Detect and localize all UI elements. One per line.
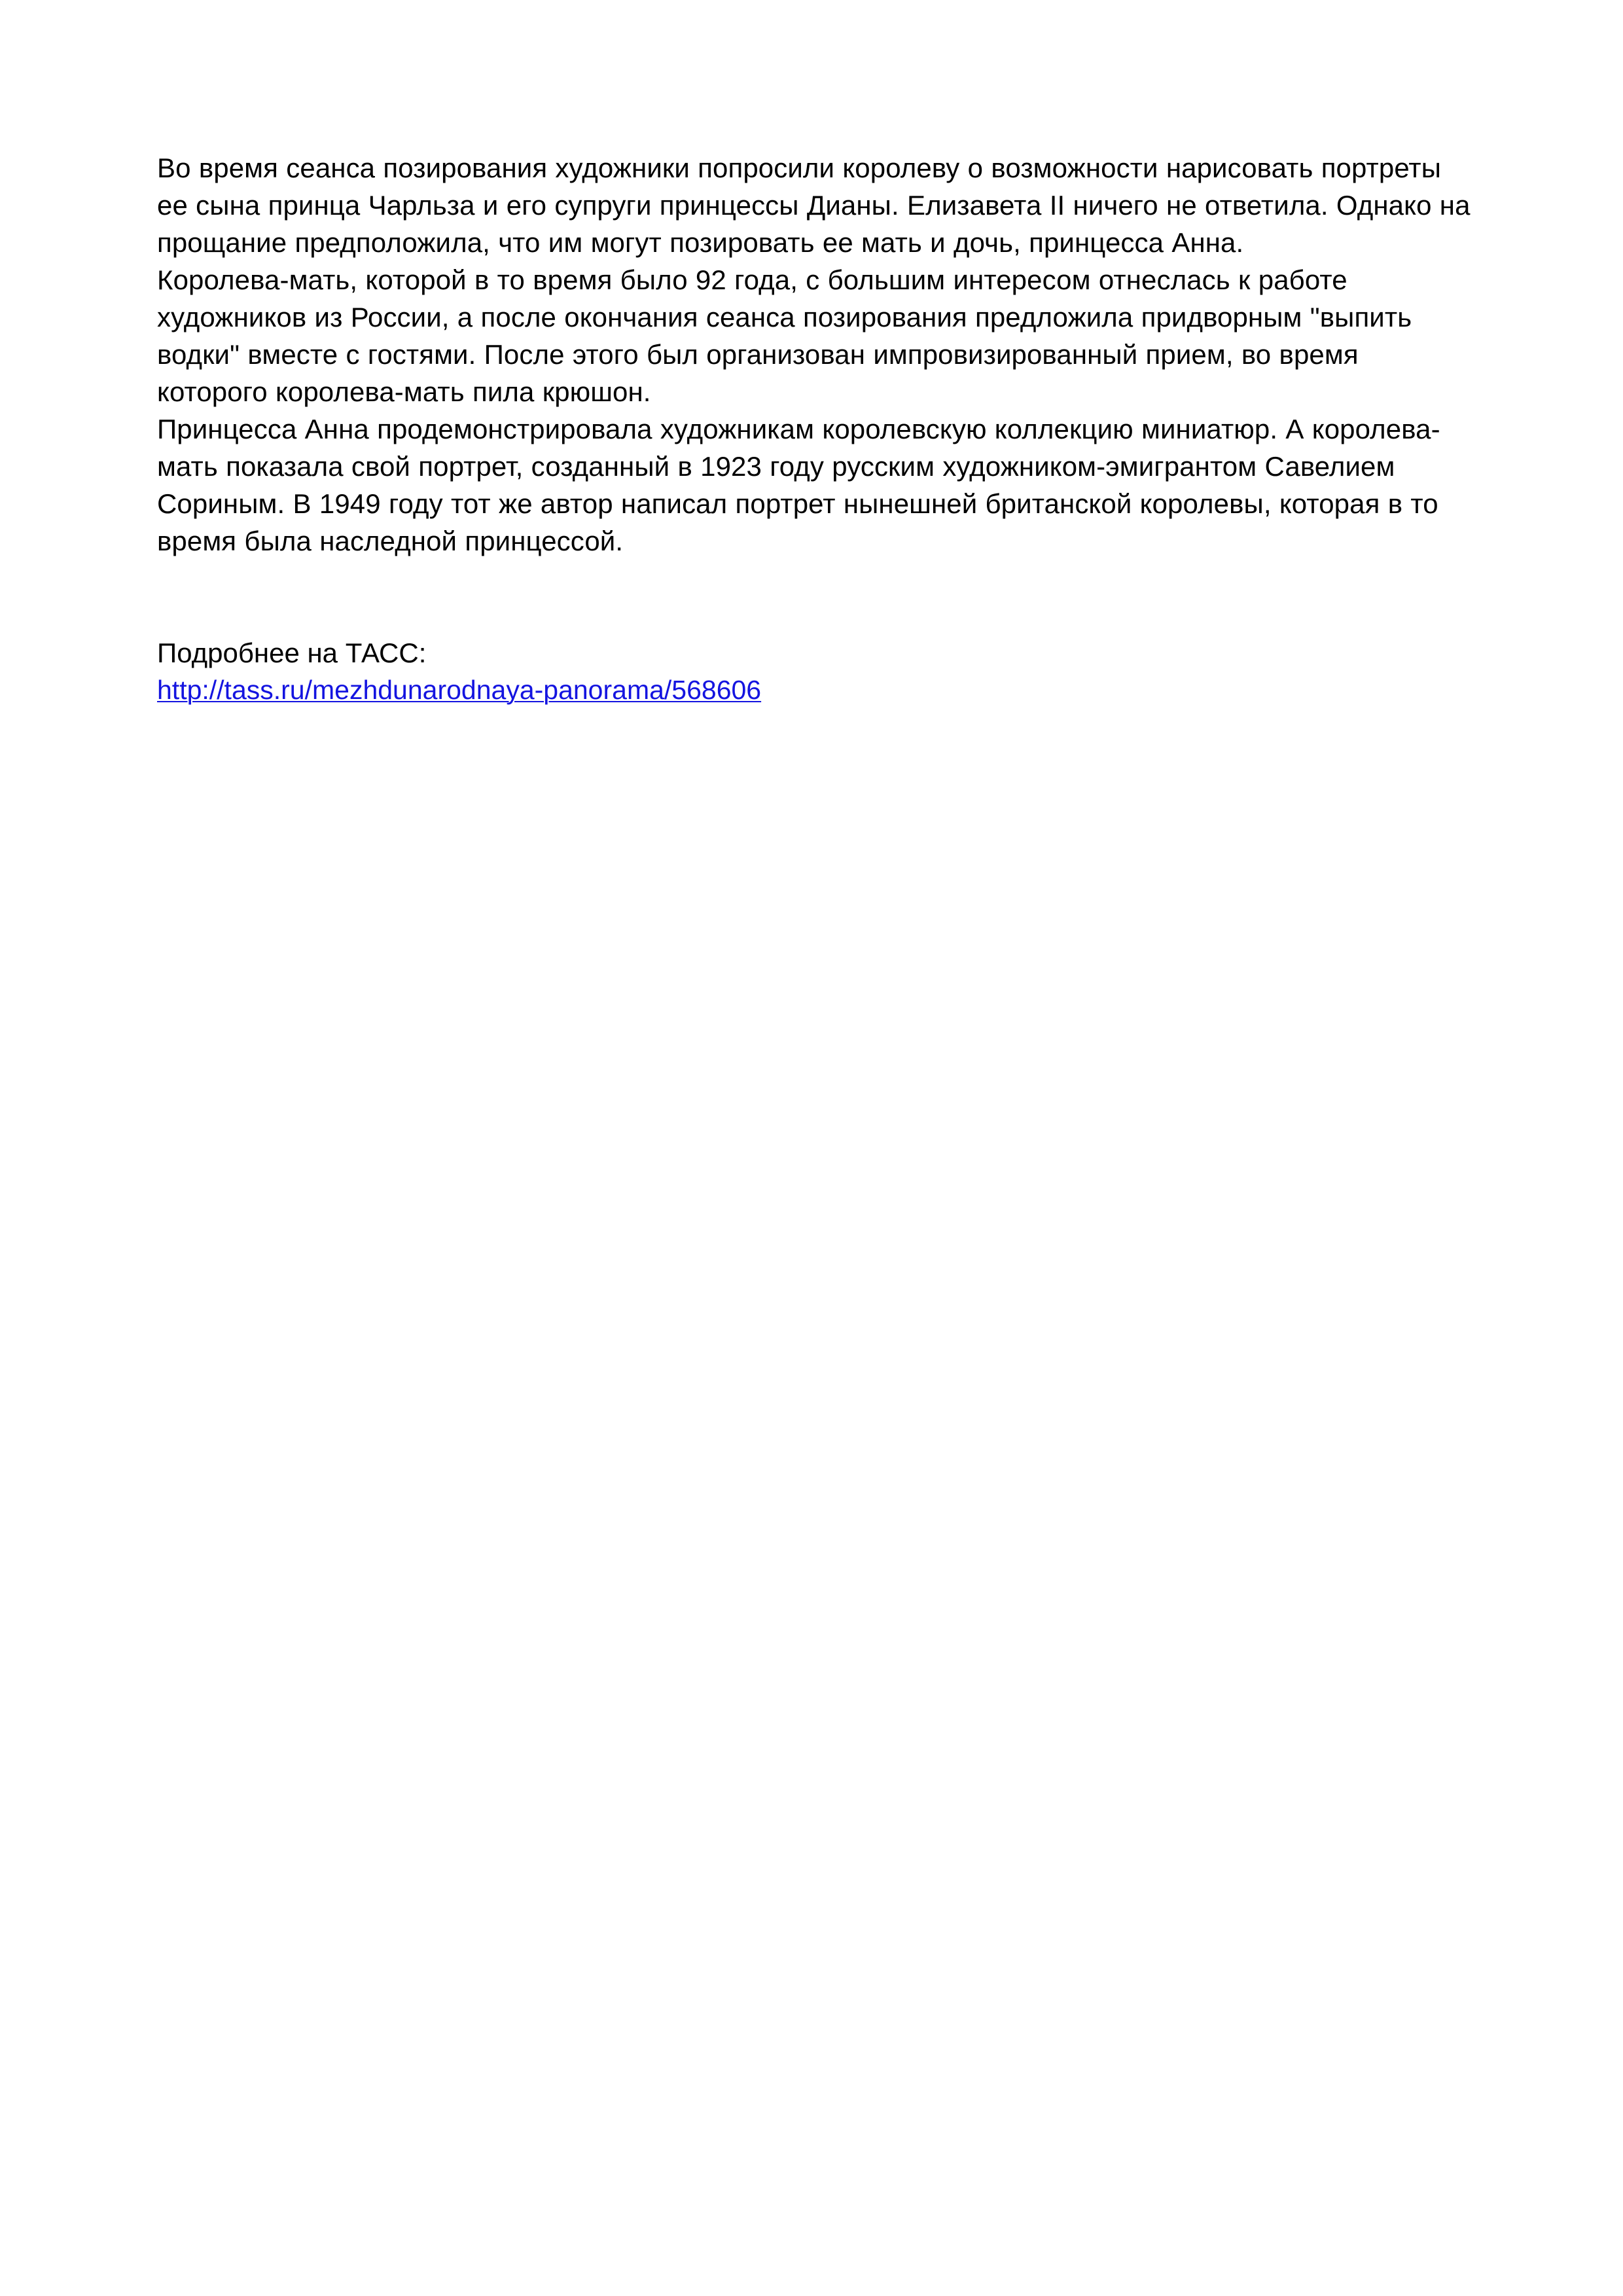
document-text-column [157, 149, 1478, 708]
body-paragraph-1: Во время сеанса позирования художники попросили королеву о возможности нарисовать портреты ее сына принца Чарльза и его супруги принцессы Дианы. Елизавета II ничего не ответила. Однако на прощание предположила, что им могут позировать ее мать и дочь, принцесса Анна. [157, 152, 1478, 258]
source-url-link[interactable]: http://tass.ru/mezhdunarodnaya-panorama/568606 [157, 675, 762, 705]
source-label: Подробнее на ТАСС: [157, 637, 427, 668]
body-paragraph-3: Принцесса Анна продемонстрировала художникам королевскую коллекцию миниатюр. А королева-мать показала свой портрет, созданный в 1923 году русским художником-эмигрантом Савелием Сориным. В 1949 году тот же автор написал портрет нынешней британской королевы, которая в то время была наследной принцессой. [157, 414, 1446, 556]
paragraph-spacer [157, 560, 1471, 634]
body-paragraph-2: Королева-мать, которой в то время было 92 года, с большим интересом отнеслась к работе художников из России, а после окончания сеанса позирования предложила придворным "выпить водки" вместе с гостями. После этого был организован импровизированный прием, во время которого королева-мать пила крюшон. [157, 264, 1420, 407]
source-link-row [157, 672, 1471, 708]
